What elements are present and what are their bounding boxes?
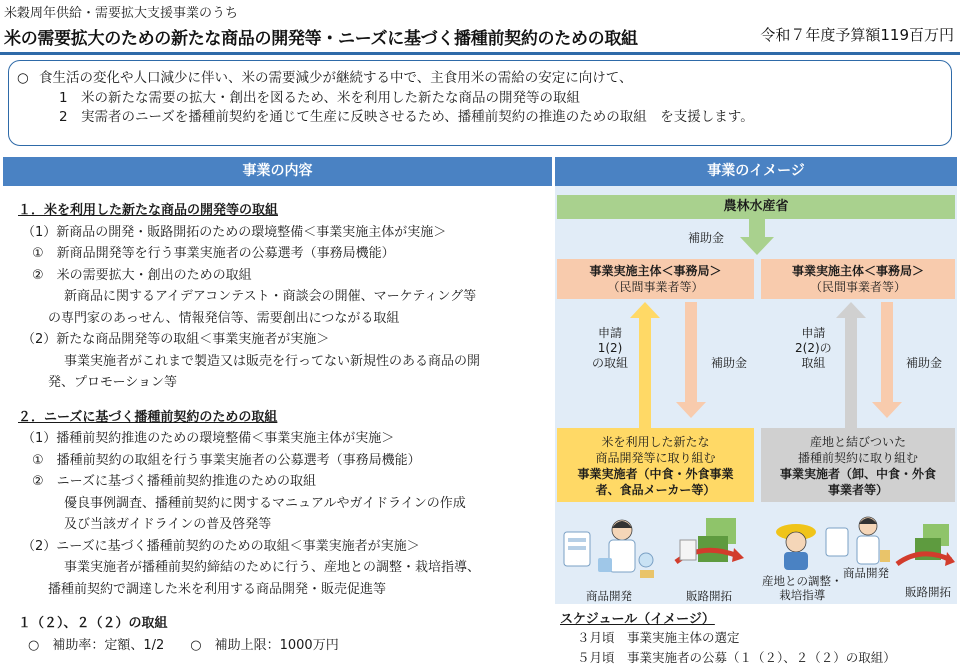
apply-right-label	[795, 326, 832, 371]
apply-left-label	[592, 326, 628, 371]
implementer-right-line-2: 播種前契約に取り組む	[797, 451, 918, 465]
section-1-title: １．米を利用した新たな商品の開発等の取組	[18, 203, 279, 218]
summary-box	[8, 60, 952, 146]
down-arrow-icon	[740, 219, 774, 255]
section-1-line-8: 発、プロモーション等	[48, 375, 177, 390]
implementer-right-line-4: 事業者等）	[827, 483, 888, 497]
apply-right-line-2: 2(2)の	[795, 341, 832, 355]
implementer-right-line-3: 事業実施者（卸、中食・外食	[779, 467, 936, 481]
implementer-right-line-1: 産地と結びついた	[809, 435, 906, 449]
subsidy-left-label: 補助金	[711, 356, 748, 370]
section-2-line-1: （1）播種前契約推進のための環境整備＜事業実施主体が実施＞	[22, 431, 395, 446]
apply-right-line-3: 取組	[801, 356, 826, 370]
section-2-line-8: 播種前契約で調達した米を利用する商品開発・販売促進等	[48, 581, 387, 597]
summary-item-1-text: 米の新たな需要の拡大・創出を図るため、米を利用した新たな商品の開発等の取組	[81, 89, 580, 106]
implementer-left-line-2: 商品開発等に取り組む	[595, 451, 716, 465]
schedule-item-2: ５月頃 事業実施者の公募（１（２）、２（２）の取組）	[577, 650, 896, 665]
product-dev-right-label: 商品開発	[843, 566, 889, 580]
schedule-item-1: ３月頃 事業実施主体の選定	[577, 630, 740, 645]
section-1-line-1: （1）新商品の開発・販路開拓のための環境整備＜事業実施主体が実施＞	[22, 224, 447, 240]
section-1-line-3: ② 米の需要拡大・創出のための取組	[32, 267, 252, 283]
summary-item-2	[39, 108, 951, 128]
header-subtitle: 米穀周年供給・需要拡大支援事業のうち	[4, 6, 239, 21]
summary-intro-text: 食生活の変化や人口減少に伴い、米の需要減少が継続する中で、主食用米の需給の安定に向けて、	[39, 70, 633, 86]
section-1-line-7: 事業実施者がこれまで製造又は販売を行ってない新規性のある商品の開	[64, 353, 481, 369]
section-3-title: １（２）、２（２）の取組	[18, 616, 168, 631]
product-dev-right-illustration-icon	[822, 510, 892, 570]
sales-illustration-icon	[672, 512, 744, 584]
summary-item-2-text: 実需者のニーズを播種前契約を通じて生産に反映させるため、播種前契約の推進のための取組 を支援します。	[81, 109, 754, 125]
up-arrow-left-icon	[630, 302, 660, 428]
org-right-title: 事業実施主体＜事務局＞	[791, 264, 924, 278]
summary-item-1	[39, 89, 951, 109]
budget-amount: 令和７年度予算額119百万円	[760, 26, 954, 44]
left-column-header: 事業の内容	[3, 157, 552, 186]
right-column-header: 事業のイメージ	[555, 157, 957, 186]
business-content	[18, 200, 552, 656]
implementer-box-right	[761, 428, 955, 502]
implementer-left-line-3: 事業実施者（中食・外食事業	[577, 467, 734, 481]
summary-item-1-number: 1	[59, 89, 68, 106]
subsidy-right-label: 補助金	[906, 356, 943, 370]
apply-right-line-1: 申請	[801, 326, 826, 340]
ministry-box: 農林水産省	[557, 195, 955, 219]
down-arrow-right-icon	[872, 302, 902, 418]
down-arrow-left-icon	[676, 302, 706, 418]
product-dev-illustration-icon	[560, 510, 660, 585]
subsidy-top-label: 補助金	[688, 231, 725, 245]
implementer-box-left	[557, 428, 754, 502]
product-dev-left-label: 商品開発	[586, 589, 632, 603]
bullet-circle: ○	[17, 70, 29, 86]
implementer-left-line-4: 者、食品メーカー等）	[595, 483, 716, 497]
section-2-line-5: 及び当該ガイドラインの普及啓発等	[64, 517, 272, 532]
org-left-sub: （民間事業者等）	[607, 280, 704, 294]
page-title: 米の需要拡大のための新たな商品の開発等・ニーズに基づく播種前契約のための取組	[4, 29, 638, 49]
coordination-label	[762, 574, 843, 602]
org-right-sub: （民間事業者等）	[809, 280, 906, 294]
apply-left-line-1: 申請	[598, 326, 623, 340]
implementer-left-line-1: 米を利用した新たな	[601, 435, 710, 449]
section-2-line-4: 優良事例調査、播種前契約に関するマニュアルやガイドラインの作成	[64, 495, 466, 511]
farmer-illustration-icon	[768, 520, 824, 572]
section-1-line-5: の専門家のあっせん、情報発信等、需要創出につながる取組	[48, 310, 400, 326]
section-2-line-7: 事業実施者が播種前契約締結のために行う、産地との調整・栽培指導、	[64, 560, 481, 575]
section-1-line-2: ① 新商品開発等を行う事業実施者の公募選考（事務局機能）	[32, 246, 395, 261]
org-left-title: 事業実施主体＜事務局＞	[589, 264, 722, 278]
up-arrow-right-icon	[836, 302, 866, 428]
summary-intro	[17, 69, 951, 89]
org-box-right	[761, 259, 955, 299]
sales-right-illustration-icon	[895, 520, 955, 582]
title-divider	[0, 52, 960, 55]
schedule-title: スケジュール（イメージ）	[560, 612, 715, 627]
coordination-line-2: 栽培指導	[779, 588, 826, 602]
coordination-line-1: 産地との調整・	[762, 574, 843, 588]
section-1-line-6: （2）新たな商品開発等の取組＜事業実施者が実施＞	[22, 332, 330, 347]
apply-left-line-3: の取組	[592, 356, 629, 370]
section-3-line-1: ○ 補助率：定額、1/2 ○ 補助上限：1000万円	[28, 637, 339, 653]
section-1-line-4: 新商品に関するアイデアコンテスト・商談会の開催、マーケティング等	[64, 289, 477, 304]
section-2-line-2: ① 播種前契約の取組を行う事業実施者の公募選考（事務局機能）	[32, 452, 421, 468]
section-2-title: ２．ニーズに基づく播種前契約のための取組	[18, 409, 278, 425]
section-2-line-3: ② ニーズに基づく播種前契約推進のための取組	[32, 474, 317, 489]
section-2-line-6: （2）ニーズに基づく播種前契約のための取組＜事業実施者が実施＞	[22, 538, 420, 554]
org-box-left	[557, 259, 754, 299]
sales-left-label: 販路開拓	[686, 589, 732, 603]
sales-right-label: 販路開拓	[905, 585, 951, 599]
apply-left-line-2: 1(2)	[597, 341, 623, 355]
summary-item-2-number: 2	[59, 109, 68, 125]
